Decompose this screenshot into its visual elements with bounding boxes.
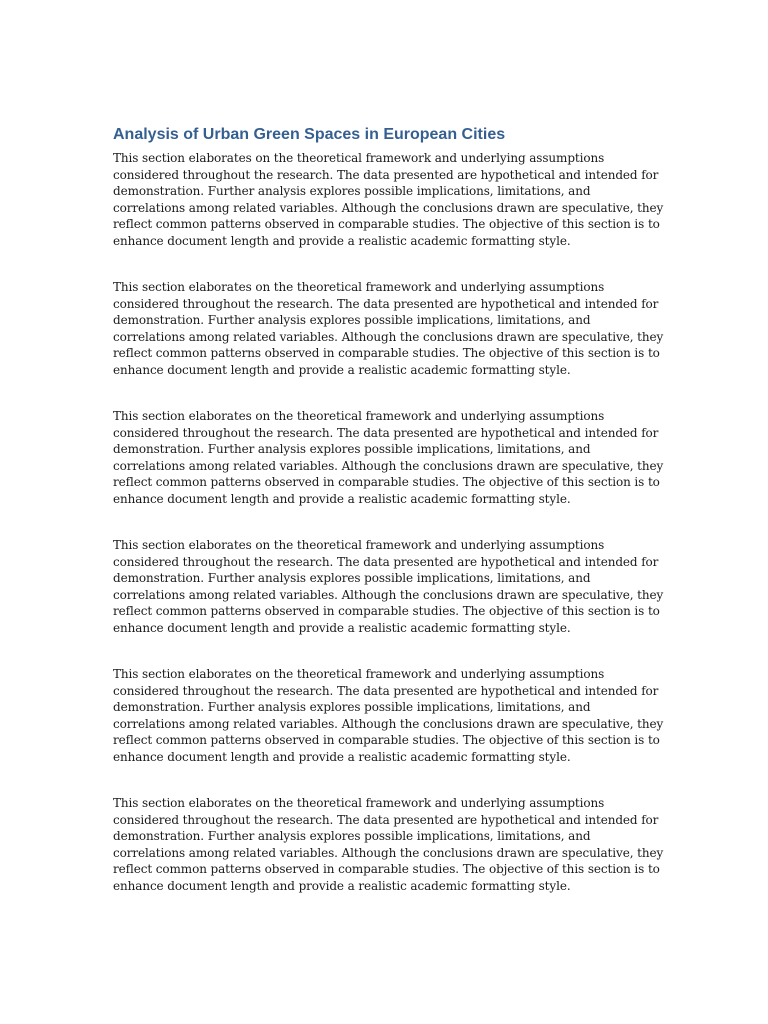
paragraph-line: demonstration. Further analysis explores possible implications, limitations, and [113, 571, 591, 585]
paragraph-line: reflect common patterns observed in comparable studies. The objective of this section is to [113, 217, 660, 231]
paragraph-line: correlations among related variables. Although the conclusions drawn are speculative, they [113, 458, 664, 473]
paragraph [113, 666, 664, 765]
paragraph-line: correlations among related variables. Although the conclusions drawn are speculative, they [113, 200, 664, 215]
paragraph-line: reflect common patterns observed in comparable studies. The objective of this section is to [113, 475, 660, 489]
paragraph [113, 537, 664, 636]
paragraph-line: reflect common patterns observed in comparable studies. The objective of this section is to [113, 862, 660, 876]
paragraph-line: This section elaborates on the theoretical framework and underlying assumptions [113, 538, 605, 552]
document-title: Analysis of Urban Green Spaces in European Cities [113, 126, 506, 143]
paragraph-line: enhance document length and provide a realistic academic formatting style. [113, 749, 571, 764]
paragraph-line: considered throughout the research. The data presented are hypothetical and intended for [113, 425, 659, 440]
paragraph-line: correlations among related variables. Although the conclusions drawn are speculative, they [113, 587, 664, 602]
paragraph-line: enhance document length and provide a realistic academic formatting style. [113, 620, 571, 635]
paragraph [113, 795, 664, 894]
paragraph-line: considered throughout the research. The data presented are hypothetical and intended for [113, 683, 659, 698]
paragraph-line: reflect common patterns observed in comparable studies. The objective of this section is to [113, 733, 660, 747]
paragraph-line: considered throughout the research. The data presented are hypothetical and intended for [113, 167, 659, 182]
paragraph-line: reflect common patterns observed in comparable studies. The objective of this section is to [113, 346, 660, 360]
paragraph-line: enhance document length and provide a realistic academic formatting style. [113, 878, 571, 893]
paragraph-line: considered throughout the research. The data presented are hypothetical and intended for [113, 296, 659, 311]
paragraph-line: This section elaborates on the theoretical framework and underlying assumptions [113, 667, 605, 681]
paragraph-line: This section elaborates on the theoretical framework and underlying assumptions [113, 409, 605, 423]
paragraph-line: considered throughout the research. The data presented are hypothetical and intended for [113, 554, 659, 569]
paragraph-line: demonstration. Further analysis explores possible implications, limitations, and [113, 700, 591, 714]
paragraph-line: enhance document length and provide a realistic academic formatting style. [113, 491, 571, 506]
paragraph-line: demonstration. Further analysis explores possible implications, limitations, and [113, 442, 591, 456]
document-body [113, 124, 664, 924]
paragraph-line: This section elaborates on the theoretical framework and underlying assumptions [113, 151, 605, 165]
paragraph-line: This section elaborates on the theoretical framework and underlying assumptions [113, 796, 605, 810]
paragraph [113, 150, 664, 249]
paragraph [113, 279, 664, 378]
paragraph-line: demonstration. Further analysis explores possible implications, limitations, and [113, 829, 591, 843]
paragraph-line: correlations among related variables. Although the conclusions drawn are speculative, they [113, 845, 664, 860]
paragraph-line: enhance document length and provide a realistic academic formatting style. [113, 233, 571, 248]
paragraph-line: correlations among related variables. Although the conclusions drawn are speculative, they [113, 716, 664, 731]
paragraph [113, 408, 664, 507]
paragraph-line: demonstration. Further analysis explores possible implications, limitations, and [113, 313, 591, 327]
paragraph-line: reflect common patterns observed in comparable studies. The objective of this section is to [113, 604, 660, 618]
paragraph-line: demonstration. Further analysis explores possible implications, limitations, and [113, 184, 591, 198]
paragraph-line: enhance document length and provide a realistic academic formatting style. [113, 362, 571, 377]
paragraph-line: correlations among related variables. Although the conclusions drawn are speculative, they [113, 329, 664, 344]
paragraph-line: considered throughout the research. The data presented are hypothetical and intended for [113, 812, 659, 827]
paragraph-line: This section elaborates on the theoretical framework and underlying assumptions [113, 280, 605, 294]
